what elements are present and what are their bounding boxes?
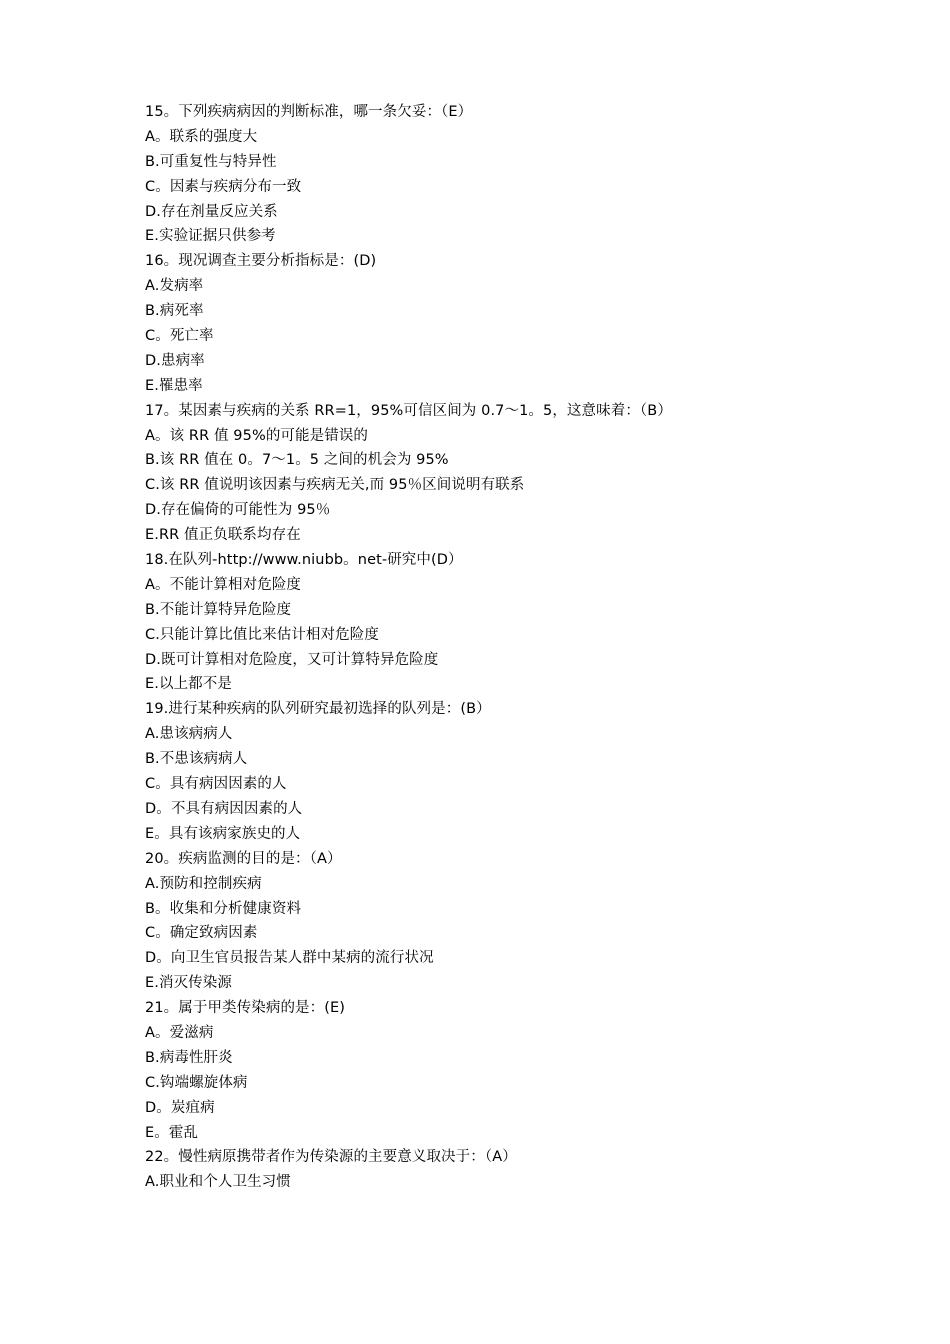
question-15: 15。下列疾病病因的判断标准，哪一条欠妥：（E）	[145, 104, 473, 120]
question-22: 22。慢性病原携带者作为传染源的主要意义取决于：（A）	[145, 1149, 517, 1166]
question-20: 20。疾病监测的目的是：（A）	[145, 850, 342, 867]
option-b: B。收集和分析健康资料	[145, 900, 302, 917]
option-d: D.患病率	[145, 352, 205, 369]
option-c: C。确定致病因素	[145, 925, 258, 942]
question-18: 18.在队列-http://www.niubb。net-研究中(D）	[145, 552, 463, 569]
option-c: C.钩端螺旋体病	[145, 1074, 248, 1091]
option-c: C。死亡率	[145, 328, 214, 345]
question-16: 16。现况调查主要分析指标是：(D)	[145, 253, 377, 270]
option-c: C。具有病因因素的人	[145, 776, 287, 793]
option-e: E.罹患率	[145, 377, 203, 394]
option-e: E.RR 值正负联系均存在	[145, 527, 301, 544]
option-d: D。不具有病因因素的人	[145, 800, 303, 817]
option-b: B.病毒性肝炎	[145, 1049, 233, 1066]
option-a: A.发病率	[145, 278, 204, 295]
question-19: 19.进行某种疾病的队列研究最初选择的队列是：(B）	[145, 701, 491, 718]
option-b: B.病死率	[145, 303, 204, 320]
option-c: C.只能计算比值比来估计相对危险度	[145, 626, 379, 643]
option-d: D.存在偏倚的可能性为 95％	[145, 502, 331, 519]
option-e: E。霍乱	[145, 1124, 199, 1141]
option-a: A.预防和控制疾病	[145, 875, 262, 892]
question-21: 21。属于甲类传染病的是：(E)	[145, 1000, 346, 1017]
option-d: D。向卫生官员报告某人群中某病的流行状况	[145, 950, 434, 967]
option-e: E.实验证据只供参考	[145, 228, 276, 245]
option-c: C。因素与疾病分布一致	[145, 178, 302, 195]
option-a: A。爱滋病	[145, 1024, 214, 1041]
option-c: C.该 RR 值说明该因素与疾病无关,而 95％区间说明有联系	[145, 477, 525, 494]
option-a: A。该 RR 值 95%的可能是错误的	[145, 427, 369, 444]
option-d: D.既可计算相对危险度，又可计算特异危险度	[145, 651, 439, 668]
question-17: 17。某因素与疾病的关系 RR=1，95%可信区间为 0.7～1。5，这意味着：（B）	[145, 402, 672, 419]
option-e: E。具有该病家族史的人	[145, 825, 301, 842]
option-a: A。联系的强度大	[145, 128, 258, 145]
option-b: B.可重复性与特异性	[145, 153, 277, 170]
option-d: D.存在剂量反应关系	[145, 203, 278, 220]
option-d: D。炭疽病	[145, 1099, 215, 1116]
option-b: B.该 RR 值在 0。7～1。5 之间的机会为 95%	[145, 452, 449, 469]
option-e: E.以上都不是	[145, 676, 232, 693]
option-b: B.不患该病病人	[145, 751, 248, 768]
option-b: B.不能计算特异危险度	[145, 601, 292, 618]
option-e: E.消灭传染源	[145, 975, 232, 992]
option-a: A.患该病病人	[145, 726, 233, 743]
option-a: A.职业和个人卫生习惯	[145, 1174, 291, 1191]
document-body	[145, 100, 865, 1195]
option-a: A。不能计算相对危险度	[145, 576, 302, 593]
